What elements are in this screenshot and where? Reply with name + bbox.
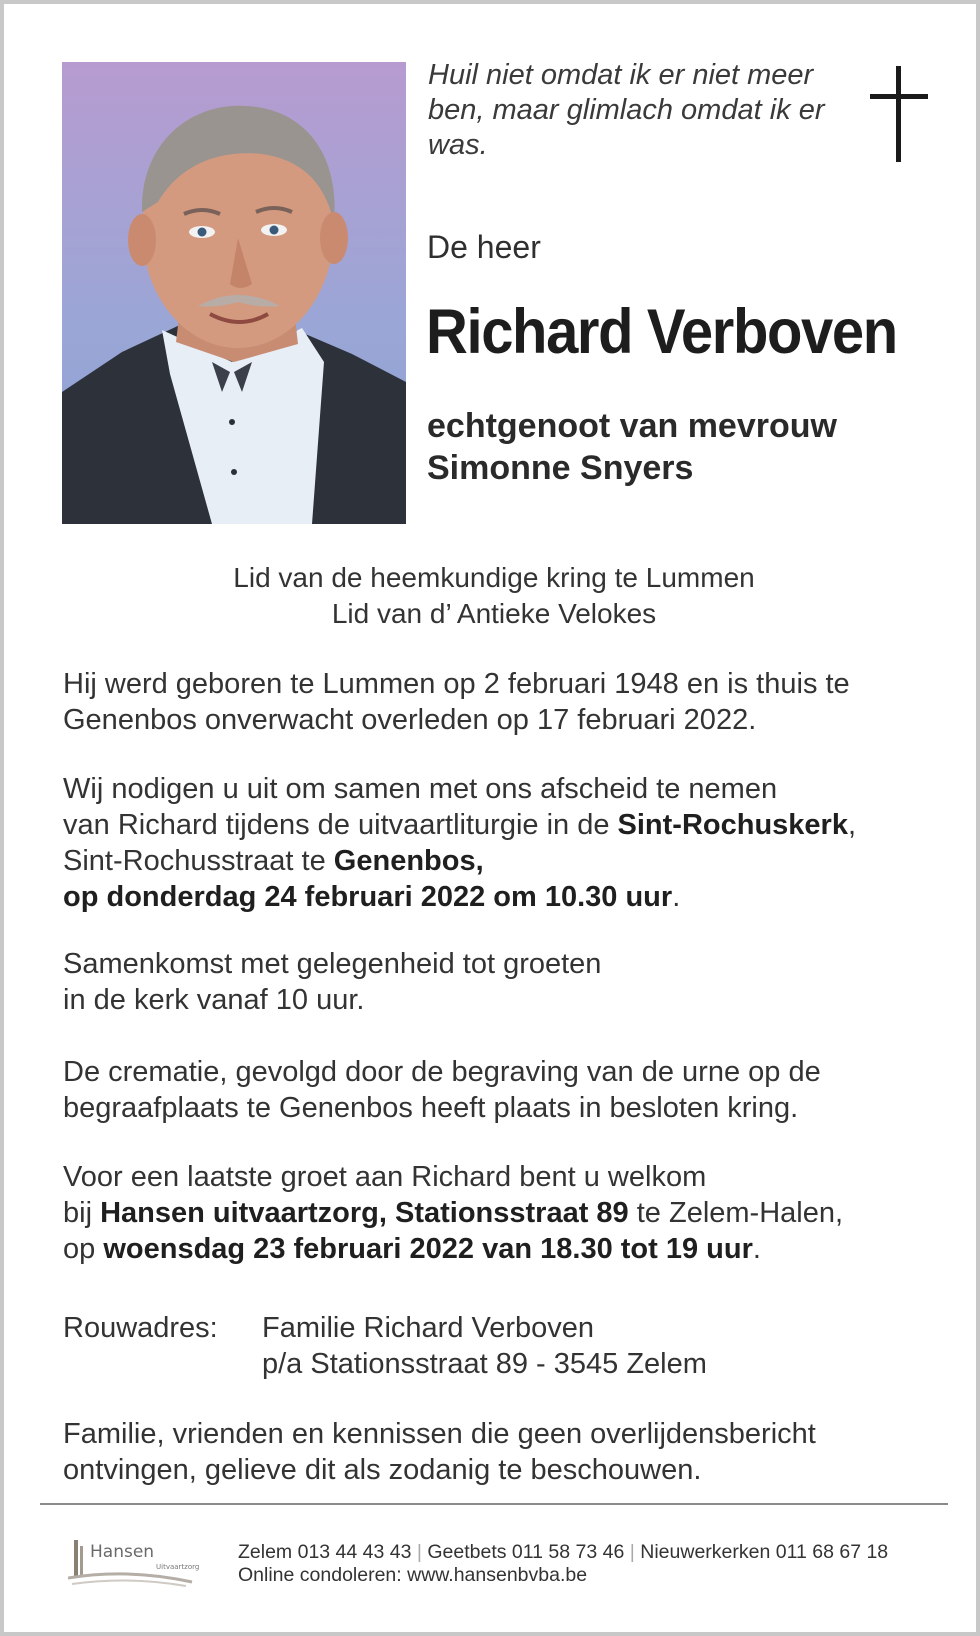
portrait-photo: [62, 62, 406, 524]
funeral-line-1: Wij nodigen u uit om samen met ons afscheid te nemen: [63, 773, 778, 805]
office-phone: Nieuwerkerken 011 68 67 18: [640, 1541, 889, 1563]
spouse-info: [427, 405, 837, 489]
funeral-datetime: op donderdag 24 februari 2022 om 10.30 uur: [63, 881, 673, 913]
church-name: Sint-Rochuskerk: [617, 809, 848, 841]
visitation-text: te Zelem-Halen,: [628, 1197, 844, 1229]
visitation-text: .: [752, 1233, 761, 1265]
visitation-line-3: [63, 1231, 953, 1267]
cross-icon: [870, 66, 928, 162]
footer-contact: [238, 1541, 888, 1587]
notice-line-2: ontvingen, gelieve dit als zodanig te beschouwen.: [63, 1454, 702, 1486]
visitation-line-1: Voor een laatste groet aan Richard bent u welkom: [63, 1161, 707, 1193]
logo-brand-name: Hansen: [90, 1542, 155, 1562]
funeral-text: ,: [847, 809, 857, 841]
funeral-paragraph: [63, 771, 953, 915]
visitation-paragraph: [63, 1159, 953, 1267]
mourning-address-line-1: Familie Richard Verboven: [262, 1312, 595, 1344]
salutation: De heer: [427, 229, 541, 265]
office-phone: Zelem 013 44 43 43: [238, 1541, 412, 1563]
birth-death-paragraph: [63, 666, 953, 738]
memberships: [4, 560, 980, 632]
memorial-quote: Huil niet omdat ik er niet meer ben, maar glimlach omdat ik er was.: [428, 59, 825, 161]
visitation-venue: Hansen uitvaartzorg, Stationsstraat 89: [100, 1197, 629, 1229]
visitation-text: op: [63, 1233, 104, 1265]
hansen-logo: [68, 1538, 198, 1590]
visitation-datetime: woensdag 23 februari 2022 van 18.30 tot 19 uur: [103, 1233, 753, 1265]
separator: |: [629, 1541, 635, 1563]
office-phones: [238, 1541, 888, 1564]
deceased-name: Richard Verboven: [426, 297, 897, 367]
visitation-text: bij: [63, 1197, 101, 1229]
footer-divider: [40, 1503, 948, 1505]
funeral-text: van Richard tijdens de uitvaartliturgie in de: [63, 809, 618, 841]
gathering-paragraph: [63, 946, 953, 1018]
mourning-address-label: Rouwadres:: [63, 1312, 218, 1344]
funeral-text: Sint-Rochusstraat te: [63, 845, 334, 877]
funeral-place: Genenbos,: [333, 845, 484, 877]
separator: |: [416, 1541, 422, 1563]
spouse-line-1: echtgenoot van mevrouw: [427, 407, 837, 445]
office-phone: Geetbets 011 58 73 46: [427, 1541, 625, 1563]
notice-paragraph: [63, 1416, 953, 1488]
spouse-line-2: Simonne Snyers: [427, 449, 694, 487]
online-condolences: Online condoleren: www.hansenbvba.be: [238, 1564, 588, 1586]
funeral-line-4: [63, 879, 953, 915]
funeral-line-3: [63, 843, 953, 879]
membership-item: Lid van de heemkundige kring te Lummen: [233, 562, 755, 593]
membership-item: Lid van d’ Antieke Velokes: [331, 598, 657, 629]
mourning-address-line-2: p/a Stationsstraat 89 - 3545 Zelem: [262, 1348, 707, 1380]
cremation-paragraph: [63, 1054, 953, 1126]
birth-line-2: Genenbos onverwacht overleden op 17 februari 2022.: [63, 704, 757, 736]
visitation-line-2: [63, 1195, 953, 1231]
logo-subtitle: Uitvaartzorg: [156, 1563, 200, 1571]
notice-line-1: Familie, vrienden en kennissen die geen overlijdensbericht: [63, 1418, 816, 1450]
birth-line-1: Hij werd geboren te Lummen op 2 februari 1948 en is thuis te: [63, 668, 850, 700]
funeral-text: .: [672, 881, 681, 913]
cremation-line-2: begraafplaats te Genenbos heeft plaats in besloten kring.: [63, 1092, 799, 1124]
funeral-line-2: [63, 807, 953, 843]
gathering-line-1: Samenkomst met gelegenheid tot groeten: [63, 948, 602, 980]
mourning-address-value: [262, 1310, 707, 1382]
cremation-line-1: De crematie, gevolgd door de begraving van de urne op de: [63, 1056, 821, 1088]
gathering-line-2: in de kerk vanaf 10 uur.: [63, 984, 365, 1016]
